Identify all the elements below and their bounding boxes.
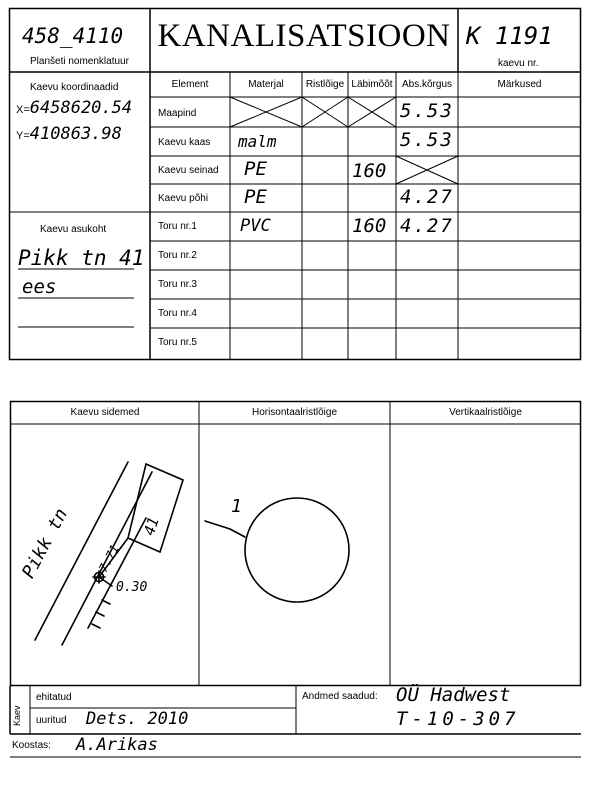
table-header-materjal: Materjal (248, 79, 284, 90)
nomenclature-value: 458_4110 (22, 24, 124, 48)
footer-kaev-label: Kaev (12, 705, 22, 726)
well-number-label: kaevu nr. (498, 58, 539, 69)
footer-koostas-value: A.Arikas (76, 735, 158, 755)
page-title: KANALISATSIOON (157, 18, 451, 54)
table-cell-materjal: PE (244, 186, 267, 208)
table-header-element: Element (171, 79, 209, 90)
coordinate-y-prefix: Y= (16, 130, 30, 142)
location-line-1: Pikk tn 41 (18, 246, 145, 270)
footer-ehitatud-label: ehitatud (36, 692, 72, 703)
sketch-pipe-label: 1 (231, 496, 242, 517)
table-row-element: Toru nr.2 (158, 250, 197, 261)
table-cell-abs: 5.53 (400, 129, 454, 151)
sketch-header-horizontal: Horisontaalristlõige (251, 407, 338, 418)
table-header-markused: Märkused (497, 79, 542, 90)
table-row-element: Toru nr.4 (158, 308, 197, 319)
table-cell-materjal: malm (238, 132, 277, 151)
table-row-element: Toru nr.5 (158, 337, 197, 348)
coordinates-label: Kaevu koordinaadid (30, 82, 119, 93)
location-line-2: ees (22, 276, 57, 298)
table-row-element: Maapind (158, 108, 197, 119)
sketch-building-number: 41 (140, 514, 163, 538)
connection-sketch (35, 462, 349, 645)
table-header-ristloige: Ristlõige (305, 79, 345, 90)
nomenclature-label: Planšeti nomenklatuur (30, 56, 129, 67)
table-row-element: Kaevu põhi (158, 193, 209, 204)
table-header-labimoot: Läbimõõt (351, 79, 393, 90)
footer-uuritud-value: Dets. 2010 (86, 709, 189, 729)
table-cell-abs: 5.53 (400, 100, 454, 122)
location-label: Kaevu asukoht (40, 224, 107, 235)
footer-uuritud-label: uuritud (36, 715, 67, 726)
sketch-street-label: Pikk tn (18, 505, 73, 582)
well-number-value: K 1191 (466, 22, 553, 50)
table-cell-materjal: PE (244, 158, 267, 180)
table-cell-materjal: PVC (240, 216, 271, 236)
table-row-element: Kaevu seinad (158, 165, 219, 176)
table-cell-labimoot: 160 (352, 215, 387, 237)
table-row-element: Kaevu kaas (158, 137, 211, 148)
table-header-abs-korgus: Abs.kõrgus (401, 79, 453, 90)
coordinate-x-prefix: X= (16, 104, 30, 116)
table-cell-abs: 4.27 (400, 215, 454, 237)
coordinate-y-value: 410863.98 (29, 124, 122, 144)
table-row-element: Toru nr.1 (158, 221, 197, 232)
sketch-distance-building: 7.71 (96, 542, 122, 575)
table-row-element: Toru nr.3 (158, 279, 197, 290)
table-cell-labimoot: 160 (352, 160, 387, 182)
footer-andmed-value-2: T-10-307 (396, 708, 520, 730)
footer-andmed-label: Andmed saadud: (302, 691, 378, 702)
coordinate-x-value: 6458620.54 (29, 98, 133, 118)
footer-andmed-value-1: OÜ Hadwest (396, 684, 511, 706)
sketch-header-connections: Kaevu sidemed (70, 407, 140, 418)
footer-koostas-label: Koostas: (12, 740, 51, 751)
table-cell-abs: 4.27 (400, 186, 454, 208)
sketch-header-vertical: Vertikaalristlõige (449, 407, 522, 418)
sketch-distance-street: 0.30 (116, 580, 148, 595)
